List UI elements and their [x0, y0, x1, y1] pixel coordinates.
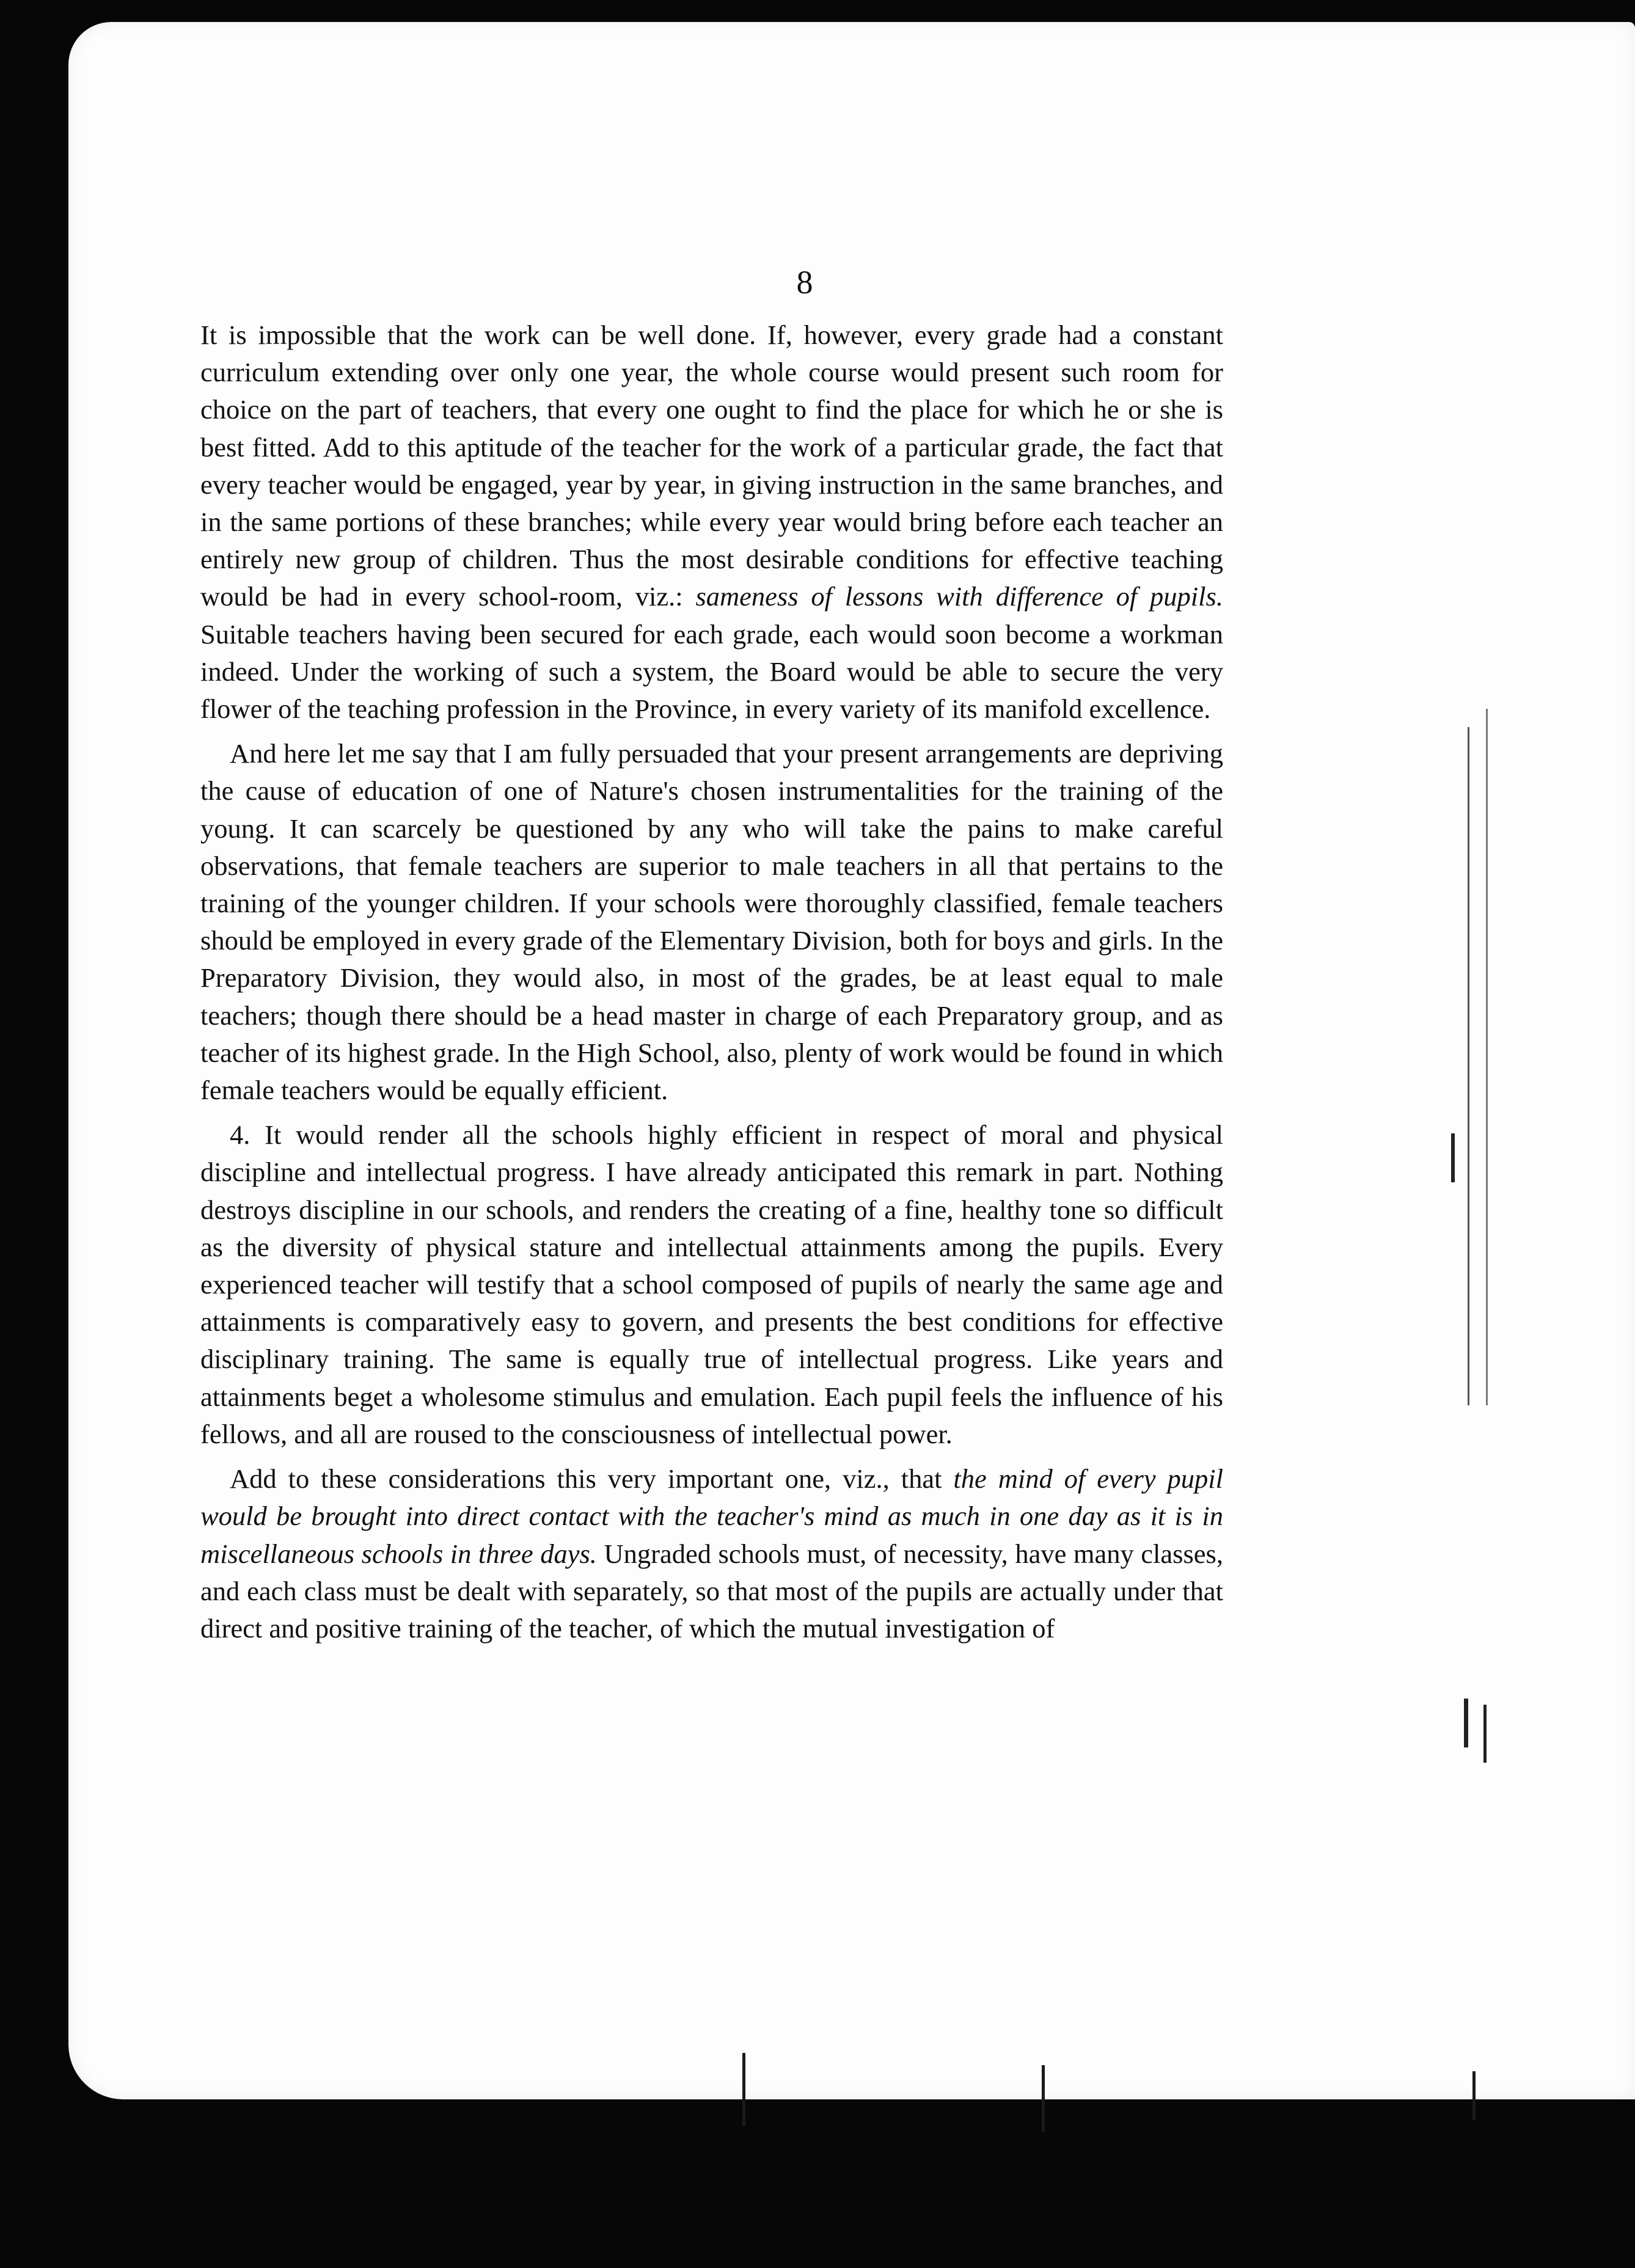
paragraph — [200, 735, 1223, 1109]
paragraph — [200, 316, 1223, 728]
scan-artifact-tear — [1472, 2071, 1476, 2120]
scan-artifact-line — [1468, 727, 1469, 1405]
text-run: And here let me say that I am fully persuaded that your present arrangements are depriving the cause of education of one of Nature's chosen instrumentalities for the training of the young. It can scarcely be questioned by any who will take the pains to make careful observations, that female teachers are superior to male teachers in all that pertains to the training of the younger children. If your schools were thoroughly classified, female teachers should be employed in every grade of the Elementary Division, both for boys and girls. In the Preparatory Division, they would also, in most of the grades, be at least equal to male teachers; though there should be a head master in charge of each Preparatory group, and as teacher of its highest grade. In the High School, also, plenty of work would be found in which female teachers would be equally efficient. — [200, 738, 1223, 1106]
text-run: Suitable teachers having been secured for each grade, each would soon become a workman indeed. Under the working of such a system, the Board would be able to secure the very flower of the teaching profession in the Province, in every variety of its manifold excellence. — [200, 618, 1223, 725]
scan-artifact-tear — [1042, 2065, 1045, 2132]
scan-artifact-mark — [1451, 1133, 1455, 1182]
scan-artifact-tear — [742, 2053, 745, 2126]
paragraph — [200, 1116, 1223, 1453]
scan-artifact-line — [1486, 709, 1488, 1405]
paragraph — [200, 1460, 1223, 1647]
body-text — [200, 316, 1223, 1655]
text-run: 4. It would render all the schools highly efficient in respect of moral and physical discipline and intellectual progress. I have already anticipated this remark in part. Nothing destroys discipline in our schools, and renders the creating of a fine, healthy tone so difficult as the diversity of physical stature and intellectual attainments among the pupils. Every experienced teacher will testify that a school composed of pupils of nearly the same age and attainments is comparatively easy to govern, and presents the best conditions for effective disciplinary training. The same is equally true of intellectual progress. Like years and attainments beget a wholesome stimulus and emulation. Each pupil feels the influence of his fellows, and all are roused to the consciousness of intellectual power. — [200, 1119, 1223, 1449]
text-run: Ungraded schools must, of necessity, have many classes, and each class must be dealt with separately, so that most of the pupils are actually under that direct and positive training of the teacher, of which the mutual investigation of — [200, 1538, 1223, 1644]
scan-artifact-mark — [1464, 1699, 1468, 1747]
italic-text-run: sameness of lessons with difference of pupils. — [695, 581, 1223, 612]
scan-artifact-mark — [1483, 1705, 1487, 1763]
text-run: It is impossible that the work can be well done. If, however, every grade had a constant curriculum extending over only one year, the whole course would present such room for choice on the part of teachers, that every one ought to find the place for which he or she is best fitted. Add to this aptitude of the teacher for the work of a particular grade, the fact that every teacher would be engaged, year by year, in giving instruction in the same branches, and in the same portions of these branches; while every year would bring before each teacher an entirely new group of children. Thus the most desirable conditions for effective teaching would be had in every school-room, viz.: — [200, 320, 1223, 612]
page-number: 8 — [796, 264, 813, 301]
italic-text-run: the mind of every pupil would be brought into direct contact with the teacher's mind as much in one day as it is in miscellaneous schools in three days. — [200, 1463, 1224, 1569]
text-run: Add to these considerations this very important one, viz., that — [230, 1463, 954, 1494]
